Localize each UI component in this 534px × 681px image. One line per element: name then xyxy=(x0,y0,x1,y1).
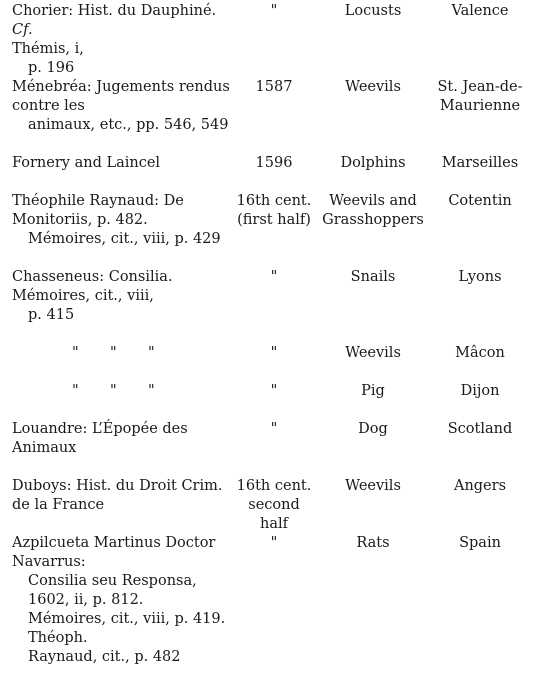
table-row xyxy=(12,344,530,382)
table-row xyxy=(12,192,530,268)
place-text: Maurienne xyxy=(439,98,521,114)
table-row xyxy=(12,534,530,667)
ditto-mark: " xyxy=(270,421,278,437)
source-line: Azpilcueta Martinus Doctor Navarrus: xyxy=(12,535,216,570)
source-line xyxy=(12,2,232,40)
animal-text: Dog xyxy=(358,421,388,437)
ditto-mark: " xyxy=(110,383,117,399)
place-text: Mâcon xyxy=(455,345,505,361)
source-italic-text: Cf. xyxy=(12,22,33,38)
place-text: Scotland xyxy=(447,421,513,437)
ditto-mark: " xyxy=(270,3,278,19)
date-cell xyxy=(232,344,316,382)
source-line: Fornery and Laincel xyxy=(12,155,161,171)
place-text: Dijon xyxy=(460,383,500,399)
table-row xyxy=(12,420,530,477)
animal-cell xyxy=(316,534,430,667)
animal-text: Locusts xyxy=(344,3,402,19)
place-cell xyxy=(430,78,530,154)
date-cell xyxy=(232,154,316,192)
source-line: Mémoires, cit., viii, p. 429 xyxy=(28,231,221,247)
place-text: Lyons xyxy=(458,269,502,285)
source-line: Mémoires, cit., viii, p. 419. Théoph. xyxy=(28,611,226,646)
date-text: 1596 xyxy=(255,155,293,171)
records-table xyxy=(12,2,530,667)
source-line: Louandre: L’Épopée des Animaux xyxy=(12,421,188,456)
source-cell xyxy=(12,154,232,192)
ditto-mark: " xyxy=(270,269,278,285)
place-cell xyxy=(430,382,530,420)
place-text: Cotentin xyxy=(448,193,512,209)
source-line: animaux, etc., pp. 546, 549 xyxy=(28,117,229,133)
animal-text: Rats xyxy=(356,535,390,551)
source-cell xyxy=(12,534,232,667)
ditto-mark: " xyxy=(110,345,117,361)
place-cell xyxy=(430,2,530,78)
source-cell xyxy=(12,78,232,154)
table-row xyxy=(12,382,530,420)
animal-cell xyxy=(316,154,430,192)
source-line: Théophile Raynaud: De Monitoriis, p. 482. xyxy=(12,193,184,228)
table-row xyxy=(12,268,530,344)
source-line: Thémis, i, xyxy=(12,41,84,57)
animal-cell xyxy=(316,344,430,382)
place-cell xyxy=(430,534,530,667)
source-line: Raynaud, cit., p. 482 xyxy=(28,649,181,665)
ditto-mark: " xyxy=(148,345,155,361)
place-cell xyxy=(430,420,530,477)
place-text: Valence xyxy=(451,3,509,19)
source-cell xyxy=(12,420,232,477)
date-cell xyxy=(232,268,316,344)
date-cell xyxy=(232,2,316,78)
ditto-marks xyxy=(12,344,232,363)
date-cell xyxy=(232,382,316,420)
source-line: p. 415 xyxy=(28,307,75,323)
source-line: p. 196 xyxy=(28,60,75,76)
date-cell xyxy=(232,420,316,477)
animal-text: Pig xyxy=(361,383,385,399)
animal-text: Grasshoppers xyxy=(322,212,424,228)
animal-cell xyxy=(316,78,430,154)
animal-cell xyxy=(316,268,430,344)
source-line: Duboys: Hist. du Droit Crim. de la France xyxy=(12,478,223,513)
place-cell xyxy=(430,477,530,534)
source-cell xyxy=(12,344,232,382)
ditto-mark: " xyxy=(270,535,278,551)
ditto-marks xyxy=(12,382,232,401)
table-row xyxy=(12,154,530,192)
animal-text: Snails xyxy=(350,269,396,285)
source-cell xyxy=(12,477,232,534)
animal-text: Weevils xyxy=(345,79,401,95)
animal-text: Dolphins xyxy=(340,155,406,171)
ditto-mark: " xyxy=(270,383,278,399)
ditto-mark: " xyxy=(270,345,278,361)
place-text: Marseilles xyxy=(441,155,519,171)
source-line: Chasseneus: Consilia. Mémoires, cit., viii, xyxy=(12,269,173,304)
place-text: Spain xyxy=(459,535,501,551)
ditto-mark: " xyxy=(72,345,79,361)
date-cell xyxy=(232,78,316,154)
source-cell xyxy=(12,382,232,420)
place-cell xyxy=(430,344,530,382)
animal-cell xyxy=(316,477,430,534)
date-text: second half xyxy=(248,497,300,532)
ditto-mark: " xyxy=(72,383,79,399)
date-text: 16th cent. xyxy=(236,478,312,494)
source-text: Chorier: Hist. du Dauphiné. xyxy=(12,3,217,19)
animal-text: Weevils xyxy=(345,345,401,361)
animal-text: Weevils xyxy=(345,478,401,494)
animal-cell xyxy=(316,192,430,268)
source-cell xyxy=(12,2,232,78)
animal-cell xyxy=(316,2,430,78)
place-cell xyxy=(430,154,530,192)
table-row xyxy=(12,78,530,154)
animal-text: Weevils and xyxy=(329,193,417,209)
date-cell xyxy=(232,192,316,268)
date-text: 1587 xyxy=(255,79,293,95)
place-cell xyxy=(430,192,530,268)
place-text: St. Jean-de- xyxy=(437,79,523,95)
table-row xyxy=(12,477,530,534)
date-cell xyxy=(232,477,316,534)
animal-cell xyxy=(316,420,430,477)
date-text: (first half) xyxy=(237,212,311,228)
source-cell xyxy=(12,192,232,268)
source-line: Consilia seu Responsa, 1602, ii, p. 812. xyxy=(28,573,197,608)
place-text: Angers xyxy=(453,478,507,494)
date-text: 16th cent. xyxy=(236,193,312,209)
animal-cell xyxy=(316,382,430,420)
source-cell xyxy=(12,268,232,344)
table-row xyxy=(12,2,530,78)
source-line: Ménebréa: Jugements rendus contre les xyxy=(12,79,230,114)
ditto-mark: " xyxy=(148,383,155,399)
place-cell xyxy=(430,268,530,344)
date-cell xyxy=(232,534,316,667)
